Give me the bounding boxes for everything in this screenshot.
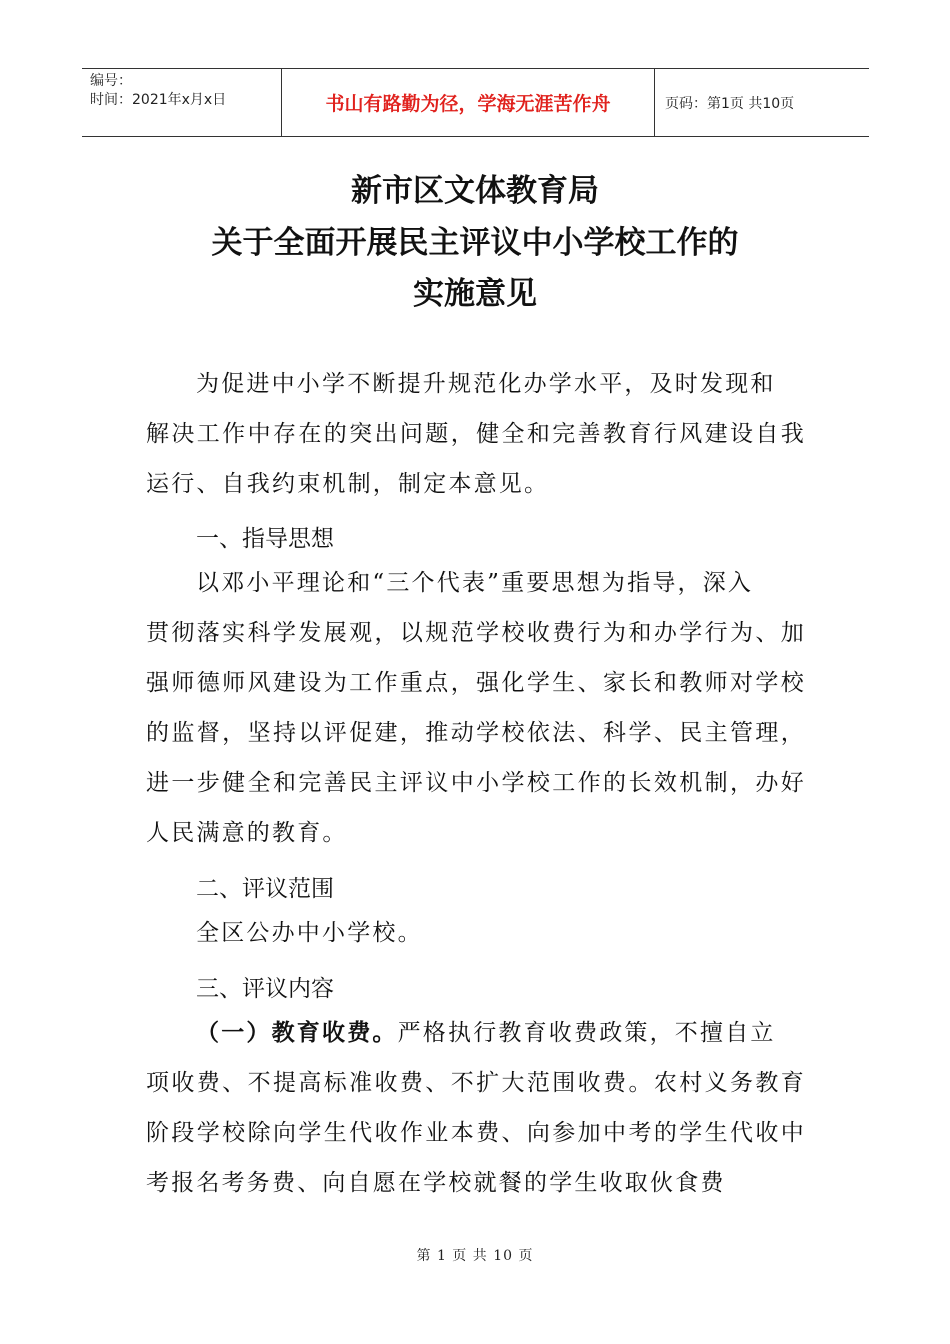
section-1-heading: 一、指导思想 [196,526,334,552]
section-1-paragraph: 贯彻落实科学发展观，以规范学校收费行为和办学行为、加强师德师风建设为工作重点，强化学生、家长和教师对学校的监督，坚持以评促建，推动学校依法、科学、民主管理，进一步健全和完善民主评议中小学校工作的长效机制，办好人民满意的教育。 [146,620,806,846]
date-label: 时间：2021年x月x日 [90,92,227,108]
document-header [82,68,869,137]
item-1-lead: （一）教育收费。 [196,1020,398,1046]
title-line-1: 新市区文体教育局 [351,173,599,209]
section-2-text: 全区公办中小学校。 [196,920,423,946]
title-line-2: 关于全面开展民主评议中小学校工作的 [211,225,739,261]
intro-paragraph: 解决工作中存在的突出问题，健全和完善教育行风建设自我运行、自我约束机制，制定本意见。 [146,421,806,497]
section-2-heading: 二、评议范围 [196,876,334,902]
item-1-first-line [196,1008,806,1058]
title-line-3: 实施意见 [413,276,537,312]
header-motto: 书山有路勤为径，学海无涯苦作舟 [282,69,655,136]
header-page-info: 页码：第1页 共10页 [665,95,795,112]
section-3-heading: 三、评议内容 [196,976,334,1002]
item-1-paragraph: 项收费、不提高标准收费、不扩大范围收费。农村义务教育阶段学校除向学生代收作业本费、向参加中考的学生代收中考报名考务费、向自愿在学校就餐的学生收取伙食费 [146,1070,806,1196]
header-meta [82,69,282,136]
item-1-first-text: 严格执行教育收费政策，不擅自立 [397,1020,776,1046]
intro-line-1: 为促进中小学不断提升规范化办学水平，及时发现和 [196,371,776,397]
section-1-line-1: 以邓小平理论和“三个代表”重要思想为指导，深入 [196,570,754,596]
page-footer: 第 1 页 共 10 页 [416,1248,534,1264]
number-label: 编号： [90,73,132,89]
